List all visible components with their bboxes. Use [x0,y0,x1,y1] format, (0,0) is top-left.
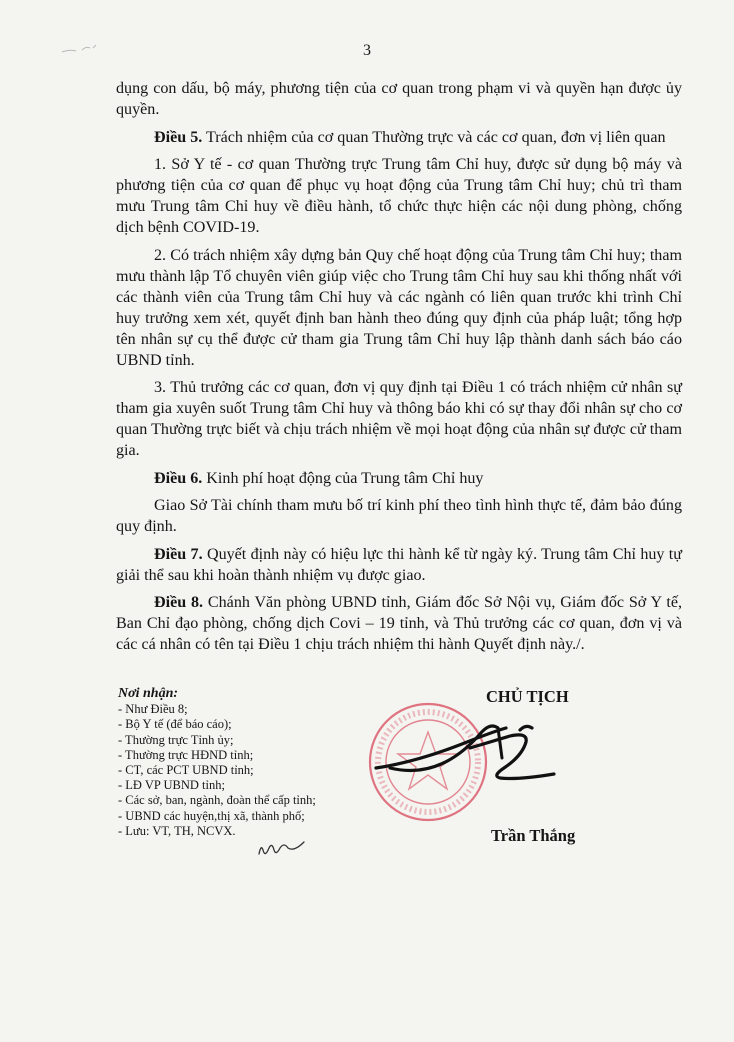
intro-paragraph-tail: dụng con dấu, bộ máy, phương tiện của cơ quan trong phạm vi và quyền hạn được ủy quyền. [116,80,682,118]
article-6-clause: Giao Sở Tài chính tham mưu bố trí kinh phí theo tình hình thực tế, đảm bảo đúng quy định. [116,497,682,535]
recipient-item: - Thường trực Tỉnh ủy; [118,732,234,747]
article-5-clause-3: 3. Thủ trưởng các cơ quan, đơn vị quy định tại Điều 1 có trách nhiệm cử nhân sự tham gia xuyên suốt Trung tâm Chỉ huy và thông báo khi có sự thay đổi nhân sự cho cơ quan Thường trực biết và chịu trách nhiệm về mọi hoạt động của nhân sự được cử tham gia. [116,379,682,459]
recipient-item: - Bộ Y tế (để báo cáo); [118,717,232,732]
document-body [116,78,682,662]
article-5-title: Trách nhiệm của cơ quan Thường trực và các cơ quan, đơn vị liên quan [202,128,666,146]
recipient-item: - CT, các PCT UBND tỉnh; [118,763,254,778]
article-7-label: Điều 7. [154,545,203,563]
initials-mark [255,832,315,862]
article-5-clause-1: 1. Sở Y tế - cơ quan Thường trực Trung tâm Chỉ huy, được sử dụng bộ máy và phương tiện của cơ quan để phục vụ hoạt động của Trung tâm Chỉ huy; chủ trì tham mưu Trung tâm Chỉ huy về điều hành, tổ chức thực hiện các nội dung phòng, chống dịch bệnh COVID-19. [116,156,682,236]
article-8-paragraph [116,592,682,655]
signer-title: CHỦ TỊCH [486,687,569,706]
article-5-clause-2: 2. Có trách nhiệm xây dựng bản Quy chế hoạt động của Trung tâm Chỉ huy; tham mưu thành lập Tổ chuyên viên giúp việc cho Trung tâm Chỉ huy sau khi thống nhất với các thành viên của Trung tâm Chỉ huy và các ngành có liên quan trước khi trình Chỉ huy trưởng xem xét, quyết định ban hành theo đúng quy định của pháp luật; tổng hợp tên nhân sự cụ thể được cử tham gia Trung tâm Chỉ huy lập thành danh sách báo cáo UBND tỉnh. [116,246,682,369]
recipients-block [118,686,316,839]
page-number: 3 [363,42,371,59]
recipient-item: - Lưu: VT, TH, NCVX. [118,823,236,838]
article-8-label: Điều 8. [154,594,204,611]
seal-icon [370,704,486,820]
recipients-list [118,702,316,839]
recipient-item: - Các sở, ban, ngành, đoàn thể cấp tỉnh; [118,793,316,808]
recipients-title: Nơi nhận: [118,686,179,701]
official-seal-stamp [360,690,590,830]
article-5-label: Điều 5. [154,128,203,146]
handwritten-signature [376,726,554,779]
recipient-item: - LĐ VP UBND tỉnh; [118,778,225,793]
signer-name: Trần Thắng [491,826,576,845]
article-6-heading [116,468,682,489]
recipient-item: - Thường trực HĐND tỉnh; [118,747,254,762]
article-6-label: Điều 6. [154,469,203,487]
recipient-item: - UBND các huyện,thị xã, thành phố; [118,808,305,823]
article-5-heading [116,127,682,148]
article-8-text: Chánh Văn phòng UBND tỉnh, Giám đốc Sở Nội vụ, Giám đốc Sở Y tế, Ban Chỉ đạo phòng, chống dịch Covi – 19 tỉnh, và Thủ trưởng các cơ quan, đơn vị và các cá nhân có tên tại Điều 1 chịu trách nhiệm thi hành Quyết định này./. [116,594,682,653]
recipient-item: - Như Điều 8; [118,702,188,717]
article-6-title: Kinh phí hoạt động của Trung tâm Chỉ huy [202,469,484,487]
article-7-text: Quyết định này có hiệu lực thi hành kể từ ngày ký. Trung tâm Chỉ huy tự giải thể sau khi hoàn thành nhiệm vụ được giao. [116,545,683,584]
article-7-paragraph [116,544,682,586]
